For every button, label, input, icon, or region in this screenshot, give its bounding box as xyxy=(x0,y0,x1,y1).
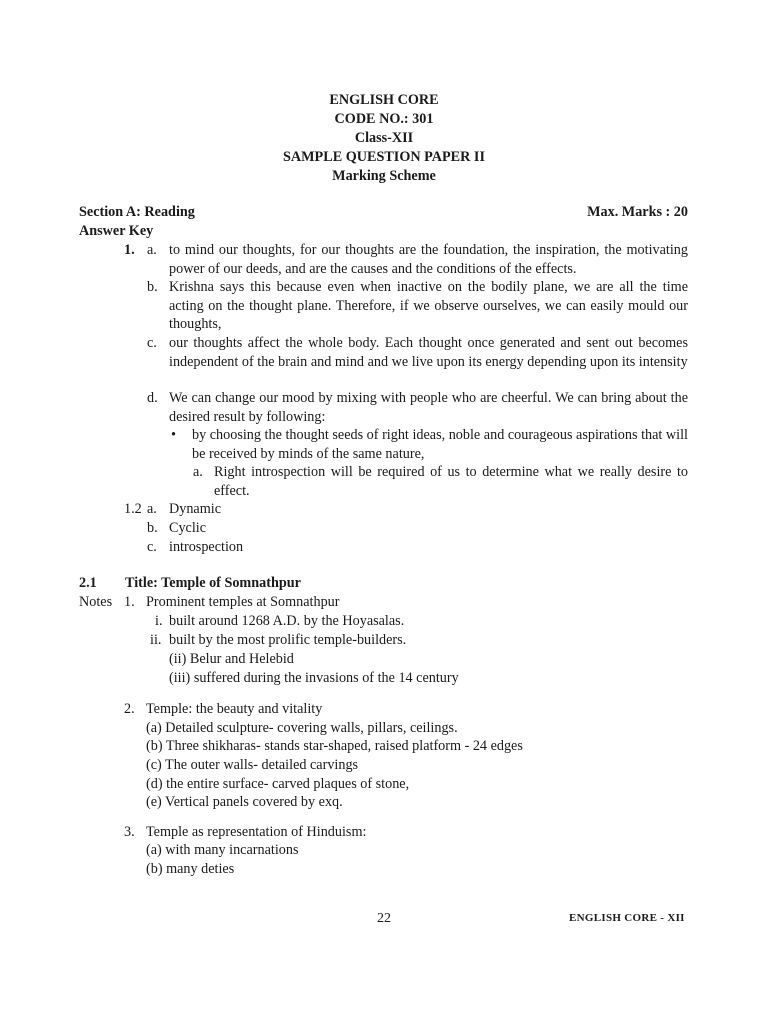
q12-c-marker: c. xyxy=(147,539,157,555)
page-number: 22 xyxy=(377,911,391,926)
note1-ii2-text: (ii) Belur and Helebid xyxy=(169,651,294,667)
note3-text: Temple as representation of Hinduism: xyxy=(146,824,367,840)
q1-sub-a-text: Right introspection will be required of us to determine what we really desire to effect. xyxy=(214,464,688,499)
answer-key-label: Answer Key xyxy=(79,223,154,239)
q21-number: 2.1 xyxy=(79,575,97,591)
class-label: Class-XII xyxy=(354,130,414,146)
code-number: CODE NO.: 301 xyxy=(334,111,434,127)
section-title: Section A: Reading xyxy=(79,204,195,220)
q1-a-text: to mind our thoughts, for our thoughts are the foundation, the inspiration, the motivating power of our deeds, and are the causes and the conditions of the effects. xyxy=(169,242,688,277)
note3-b: (b) many deties xyxy=(146,861,235,877)
q12-b-marker: b. xyxy=(147,520,158,536)
q12-number: 1.2 xyxy=(124,501,142,517)
note2-d: (d) the entire surface- carved plaques of stone, xyxy=(146,776,410,792)
note1-i-text: built around 1268 A.D. by the Hoyasalas. xyxy=(169,613,405,629)
note2-b: (b) Three shikharas- stands star-shaped, raised platform - 24 edges xyxy=(146,738,523,754)
q1-c-text: our thoughts affect the whole body. Each thought once generated and sent out becomes independent of the brain and mind and we live upon its energy depending upon its intensity xyxy=(169,335,688,370)
running-footer-title: ENGLISH CORE - XII xyxy=(569,912,685,924)
note2-c: (c) The outer walls- detailed carvings xyxy=(146,757,359,773)
q1-b-text: Krishna says this because even when inactive on the bodily plane, we are all the time acting on the thought plane. Therefore, if we observe ourselves, we can easily mould our thoughts, xyxy=(169,279,688,332)
q12-a-marker: a. xyxy=(147,501,157,517)
note2-a: (a) Detailed sculpture- covering walls, pillars, ceilings. xyxy=(146,720,458,736)
note1-ii-text: built by the most prolific temple-builders. xyxy=(169,632,407,648)
q12-b-text: Cyclic xyxy=(169,520,207,536)
q1-bullet-text: by choosing the thought seeds of right ideas, noble and courageous aspirations that will be received by minds of the same nature, xyxy=(192,427,688,462)
note2-text: Temple: the beauty and vitality xyxy=(146,701,323,717)
max-marks: Max. Marks : 20 xyxy=(587,204,688,220)
paper-title: SAMPLE QUESTION PAPER II xyxy=(283,149,485,165)
note1-iii-text: (iii) suffered during the invasions of the 14 century xyxy=(169,670,459,686)
note2-e: (e) Vertical panels covered by exq. xyxy=(146,794,343,810)
note1-marker: 1. xyxy=(124,594,135,610)
note1-ii-marker: ii. xyxy=(150,632,162,648)
q1-d-text: We can change our mood by mixing with people who are cheerful. We can bring about the desired result by following: xyxy=(169,390,688,425)
q1-a-marker: a. xyxy=(147,242,157,258)
q1-d-marker: d. xyxy=(147,390,158,406)
note3-a: (a) with many incarnations xyxy=(146,842,299,858)
q21-title: Title: Temple of Somnathpur xyxy=(125,575,301,591)
doc-title: ENGLISH CORE xyxy=(329,92,439,108)
q1-number: 1. xyxy=(124,242,135,258)
q1-b-marker: b. xyxy=(147,279,158,295)
q1-sub-a-marker: a. xyxy=(193,464,203,480)
note1-text: Prominent temples at Somnathpur xyxy=(146,594,340,610)
q1-c-marker: c. xyxy=(147,335,157,351)
note2-marker: 2. xyxy=(124,701,135,717)
bullet-marker: • xyxy=(171,427,176,443)
q12-a-text: Dynamic xyxy=(169,501,222,517)
note3-marker: 3. xyxy=(124,824,135,840)
q12-c-text: introspection xyxy=(169,539,244,555)
note1-i-marker: i. xyxy=(155,613,163,629)
marking-scheme-label: Marking Scheme xyxy=(332,168,436,184)
notes-label: Notes xyxy=(79,594,113,610)
